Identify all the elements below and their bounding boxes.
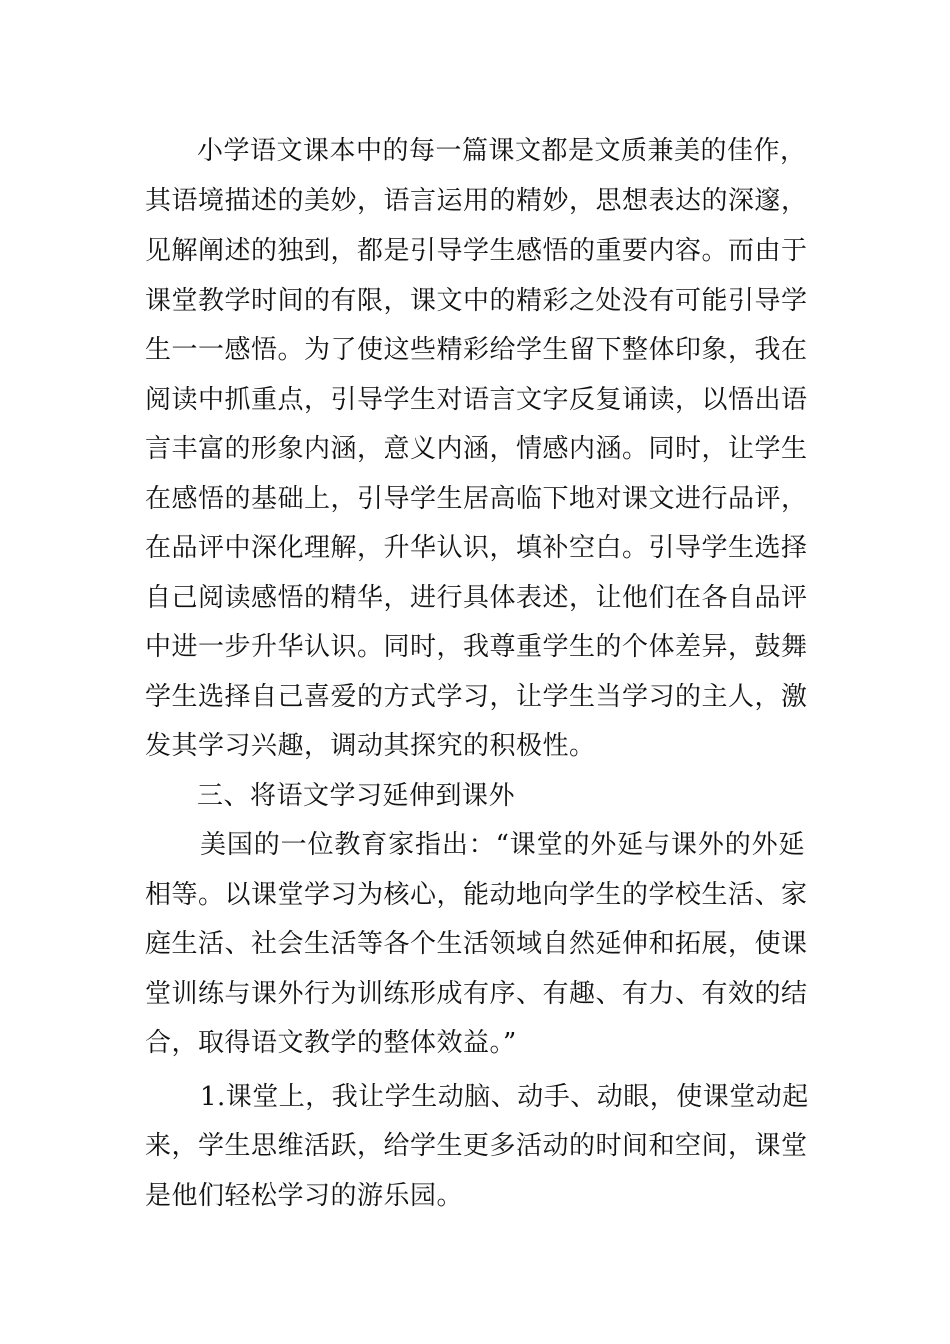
paragraph-line: 言丰富的形象内涵，意义内涵，情感内涵。同时，让学生 [145, 434, 808, 464]
paragraph-line: 生一一感悟。为了使这些精彩给学生留下整体印象，我在 [145, 335, 808, 365]
paragraph-line: 来，学生思维活跃，给学生更多活动的时间和空间，课堂 [145, 1131, 808, 1161]
paragraph-line: 在感悟的基础上，引导学生居高临下地对课文进行品评， [145, 484, 808, 514]
paragraph-line: 发其学习兴趣，调动其探究的积极性。 [145, 731, 596, 761]
paragraph-line: 小学语文课本中的每一篇课文都是文质兼美的佳作， [197, 136, 807, 166]
paragraph-line: 见解阐述的独到，都是引导学生感悟的重要内容。而由于 [145, 236, 808, 266]
paragraph-line: 美国的一位教育家指出：“课堂的外延与课外的外延 [200, 830, 805, 860]
paragraph-line: 阅读中抓重点，引导学生对语言文字反复诵读，以悟出语 [145, 385, 808, 415]
paragraph-line: 中进一步升华认识。同时，我尊重学生的个体差异，鼓舞 [145, 632, 808, 662]
paragraph-line: 在品评中深化理解，升华认识，填补空白。引导学生选择 [145, 533, 808, 563]
paragraph-line: 自己阅读感悟的精华，进行具体表述，让他们在各自品评 [145, 583, 808, 613]
paragraph-line: 学生选择自己喜爱的方式学习，让学生当学习的主人，激 [145, 682, 808, 712]
paragraph-line: 庭生活、社会生活等各个生活领域自然延伸和拓展，使课 [145, 929, 808, 959]
paragraph-line: 是他们轻松学习的游乐园。 [145, 1181, 464, 1211]
paragraph-line: 1.课堂上，我让学生动脑、动手、动眼，使课堂动起 [200, 1082, 809, 1112]
paragraph-line: 课堂教学时间的有限，课文中的精彩之处没有可能引导学 [145, 286, 808, 316]
paragraph-line: 堂训练与课外行为训练形成有序、有趣、有力、有效的结 [145, 979, 808, 1009]
paragraph-line: 其语境描述的美妙，语言运用的精妙，思想表达的深邃， [145, 186, 808, 216]
paragraph-line: 相等。以课堂学习为核心，能动地向学生的学校生活、家 [145, 880, 808, 910]
section-heading: 三、将语文学习延伸到课外 [197, 781, 516, 811]
paragraph-line: 合，取得语文教学的整体效益。” [145, 1028, 517, 1058]
